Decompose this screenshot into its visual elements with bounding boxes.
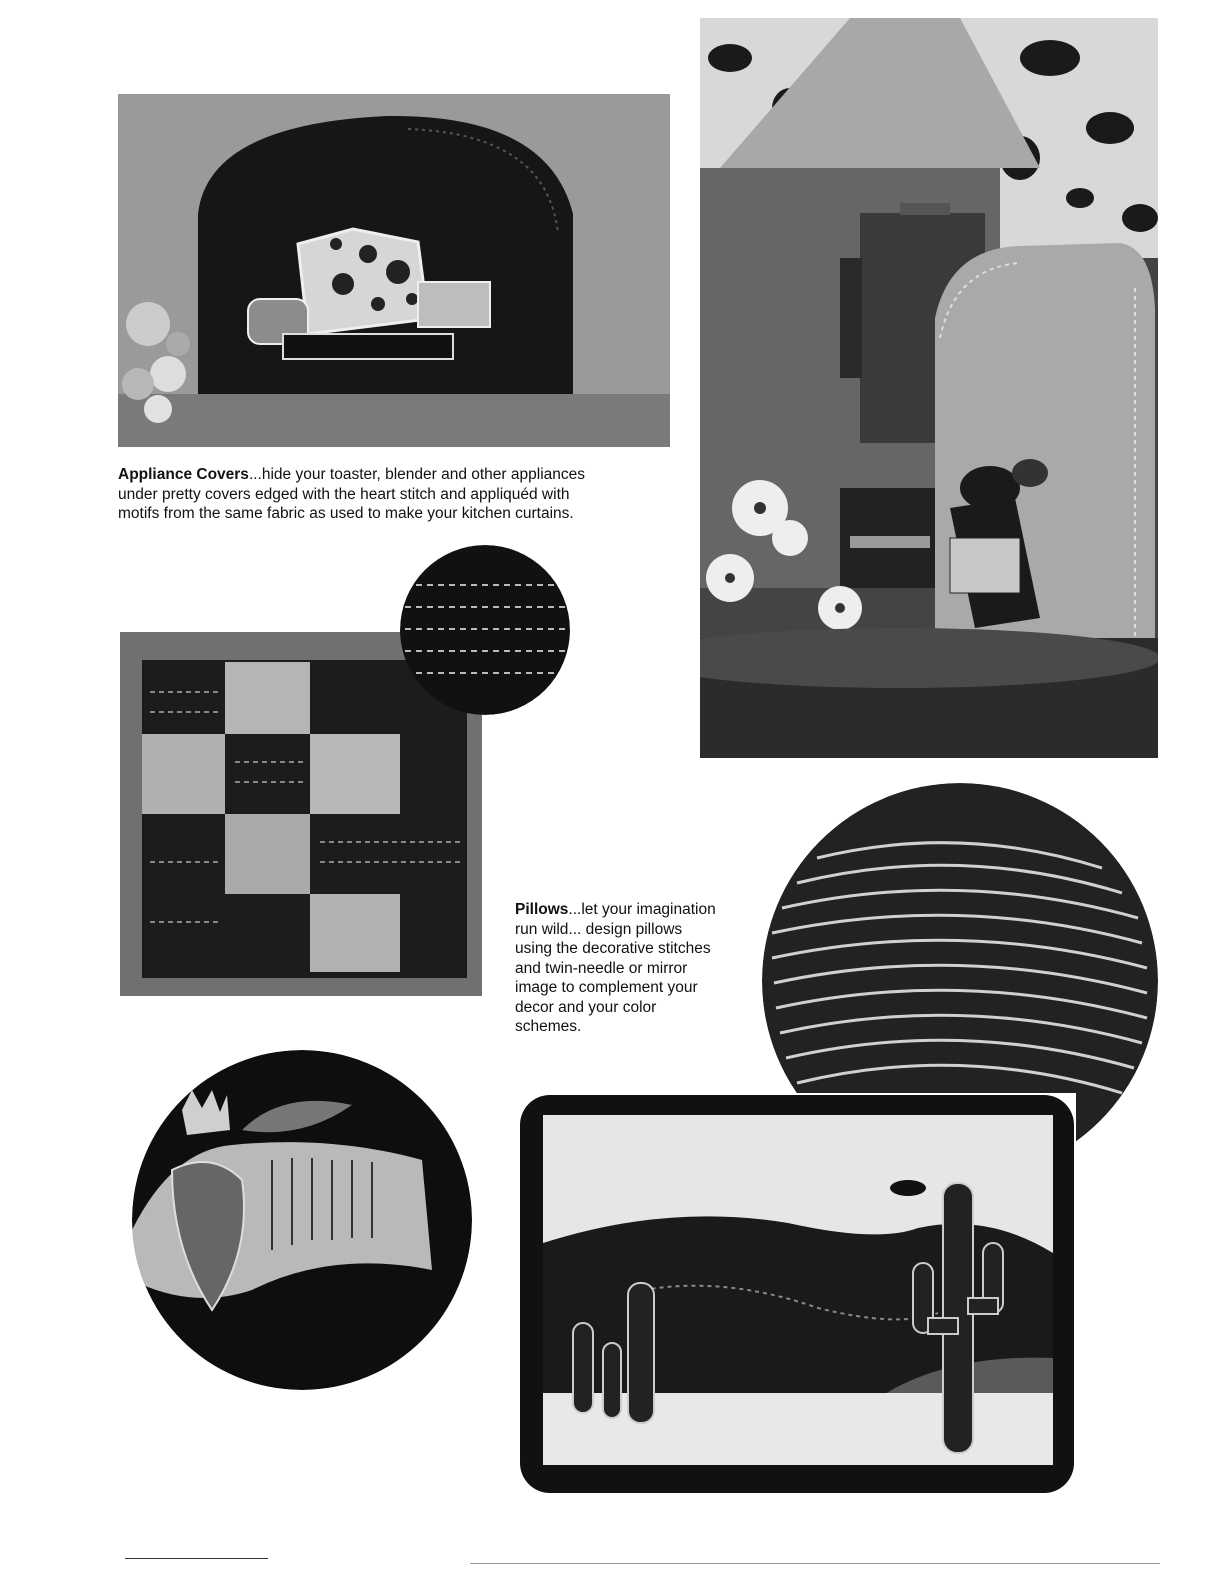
bird-pillow-circle	[132, 1050, 472, 1390]
pillows-title: Pillows	[515, 901, 569, 918]
appliance-covers-caption	[118, 465, 613, 524]
appliance-covers-body: ...hide your toaster, blender and other appliances under pretty covers edged with the heart stitch and appliquéd with motifs from the same fabric as used to make your kitchen curtains.	[118, 466, 585, 522]
pillows-caption	[515, 900, 720, 1037]
pillows-body: ...let your imagination run wild... design pillows using the decorative stitches and twin-needle or mirror image to complement your decor and your color schemes.	[515, 901, 716, 1035]
stitch-detail-circle	[400, 545, 570, 715]
footer-rule-left	[125, 1558, 268, 1559]
footer-rule-right	[470, 1563, 1160, 1564]
blender-cover-photo	[700, 18, 1158, 758]
appliance-covers-title: Appliance Covers	[118, 466, 249, 483]
desert-cactus-pillow-photo	[518, 1093, 1076, 1495]
toaster-cover-photo	[118, 94, 670, 447]
